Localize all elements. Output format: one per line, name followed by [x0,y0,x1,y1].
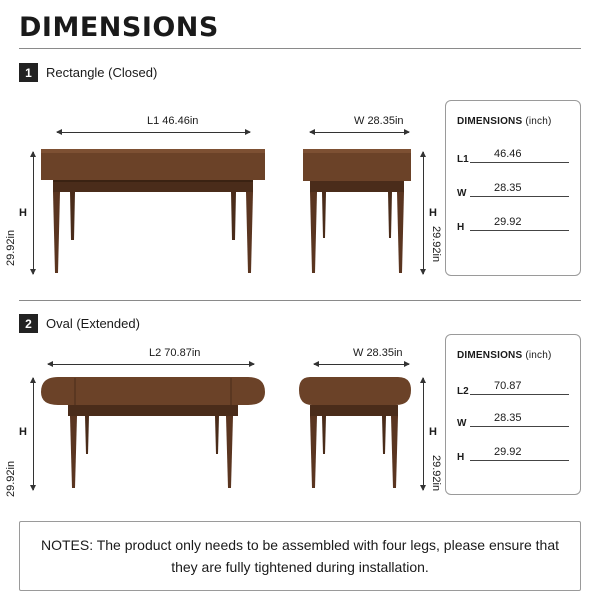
oval-table-front-view [38,374,268,492]
dimensions-box-2-title: DIMENSIONS (inch) [457,350,552,361]
width-2-arrow [314,364,409,365]
side-height-2-h: H [429,426,437,438]
side-height-2-arrow [423,378,424,490]
height-2-value: 29.92in [5,460,17,497]
rectangle-table-front-view [38,145,268,277]
page-title: DIMENSIONS [19,12,219,43]
length-1-label: L1 46.46in [147,115,199,127]
rectangle-table-side-view [300,146,415,276]
side-height-2-value: 29.92in [430,455,442,492]
dimensions-box-2-row: W 28.35 [457,413,569,427]
dimensions-box-1-title: DIMENSIONS (inch) [457,116,552,127]
width-1-label: W 28.35in [354,115,404,127]
height-2-h: H [19,426,27,438]
title-divider [19,48,581,49]
length-2-label: L2 70.87in [149,347,201,359]
dimensions-box-1-row: W 28.35 [457,183,569,197]
side-height-1-h: H [429,207,437,219]
height-1-arrow [33,152,34,274]
notes-box [19,521,581,591]
section-1-number: 1 [19,63,38,82]
section-divider [19,300,581,301]
dimensions-box-1-row: H 29.92 [457,217,569,231]
section-2-number: 2 [19,314,38,333]
dimensions-box-1 [445,100,581,276]
side-height-1-value: 29.92in [430,226,442,263]
notes-text: NOTES: The product only needs to be assembled with four legs, please ensure that they are fully tightened during installation. [40,537,560,575]
dimensions-box-2 [445,334,581,495]
side-height-1-arrow [423,152,424,274]
section-2-label: Oval (Extended) [46,316,140,331]
dimensions-box-2-row: L2 70.87 [457,381,569,395]
section-1-heading [19,63,157,82]
width-2-label: W 28.35in [353,347,403,359]
length-2-arrow [48,364,254,365]
oval-table-side-view [296,374,416,492]
dimensions-box-2-row: H 29.92 [457,447,569,461]
height-2-arrow [33,378,34,490]
length-1-arrow [57,132,250,133]
width-1-arrow [310,132,409,133]
section-1-label: Rectangle (Closed) [46,65,158,80]
section-2-heading [19,314,140,333]
height-1-h: H [19,207,27,219]
height-1-value: 29.92in [5,229,17,266]
dimensions-box-1-row: L1 46.46 [457,149,569,163]
